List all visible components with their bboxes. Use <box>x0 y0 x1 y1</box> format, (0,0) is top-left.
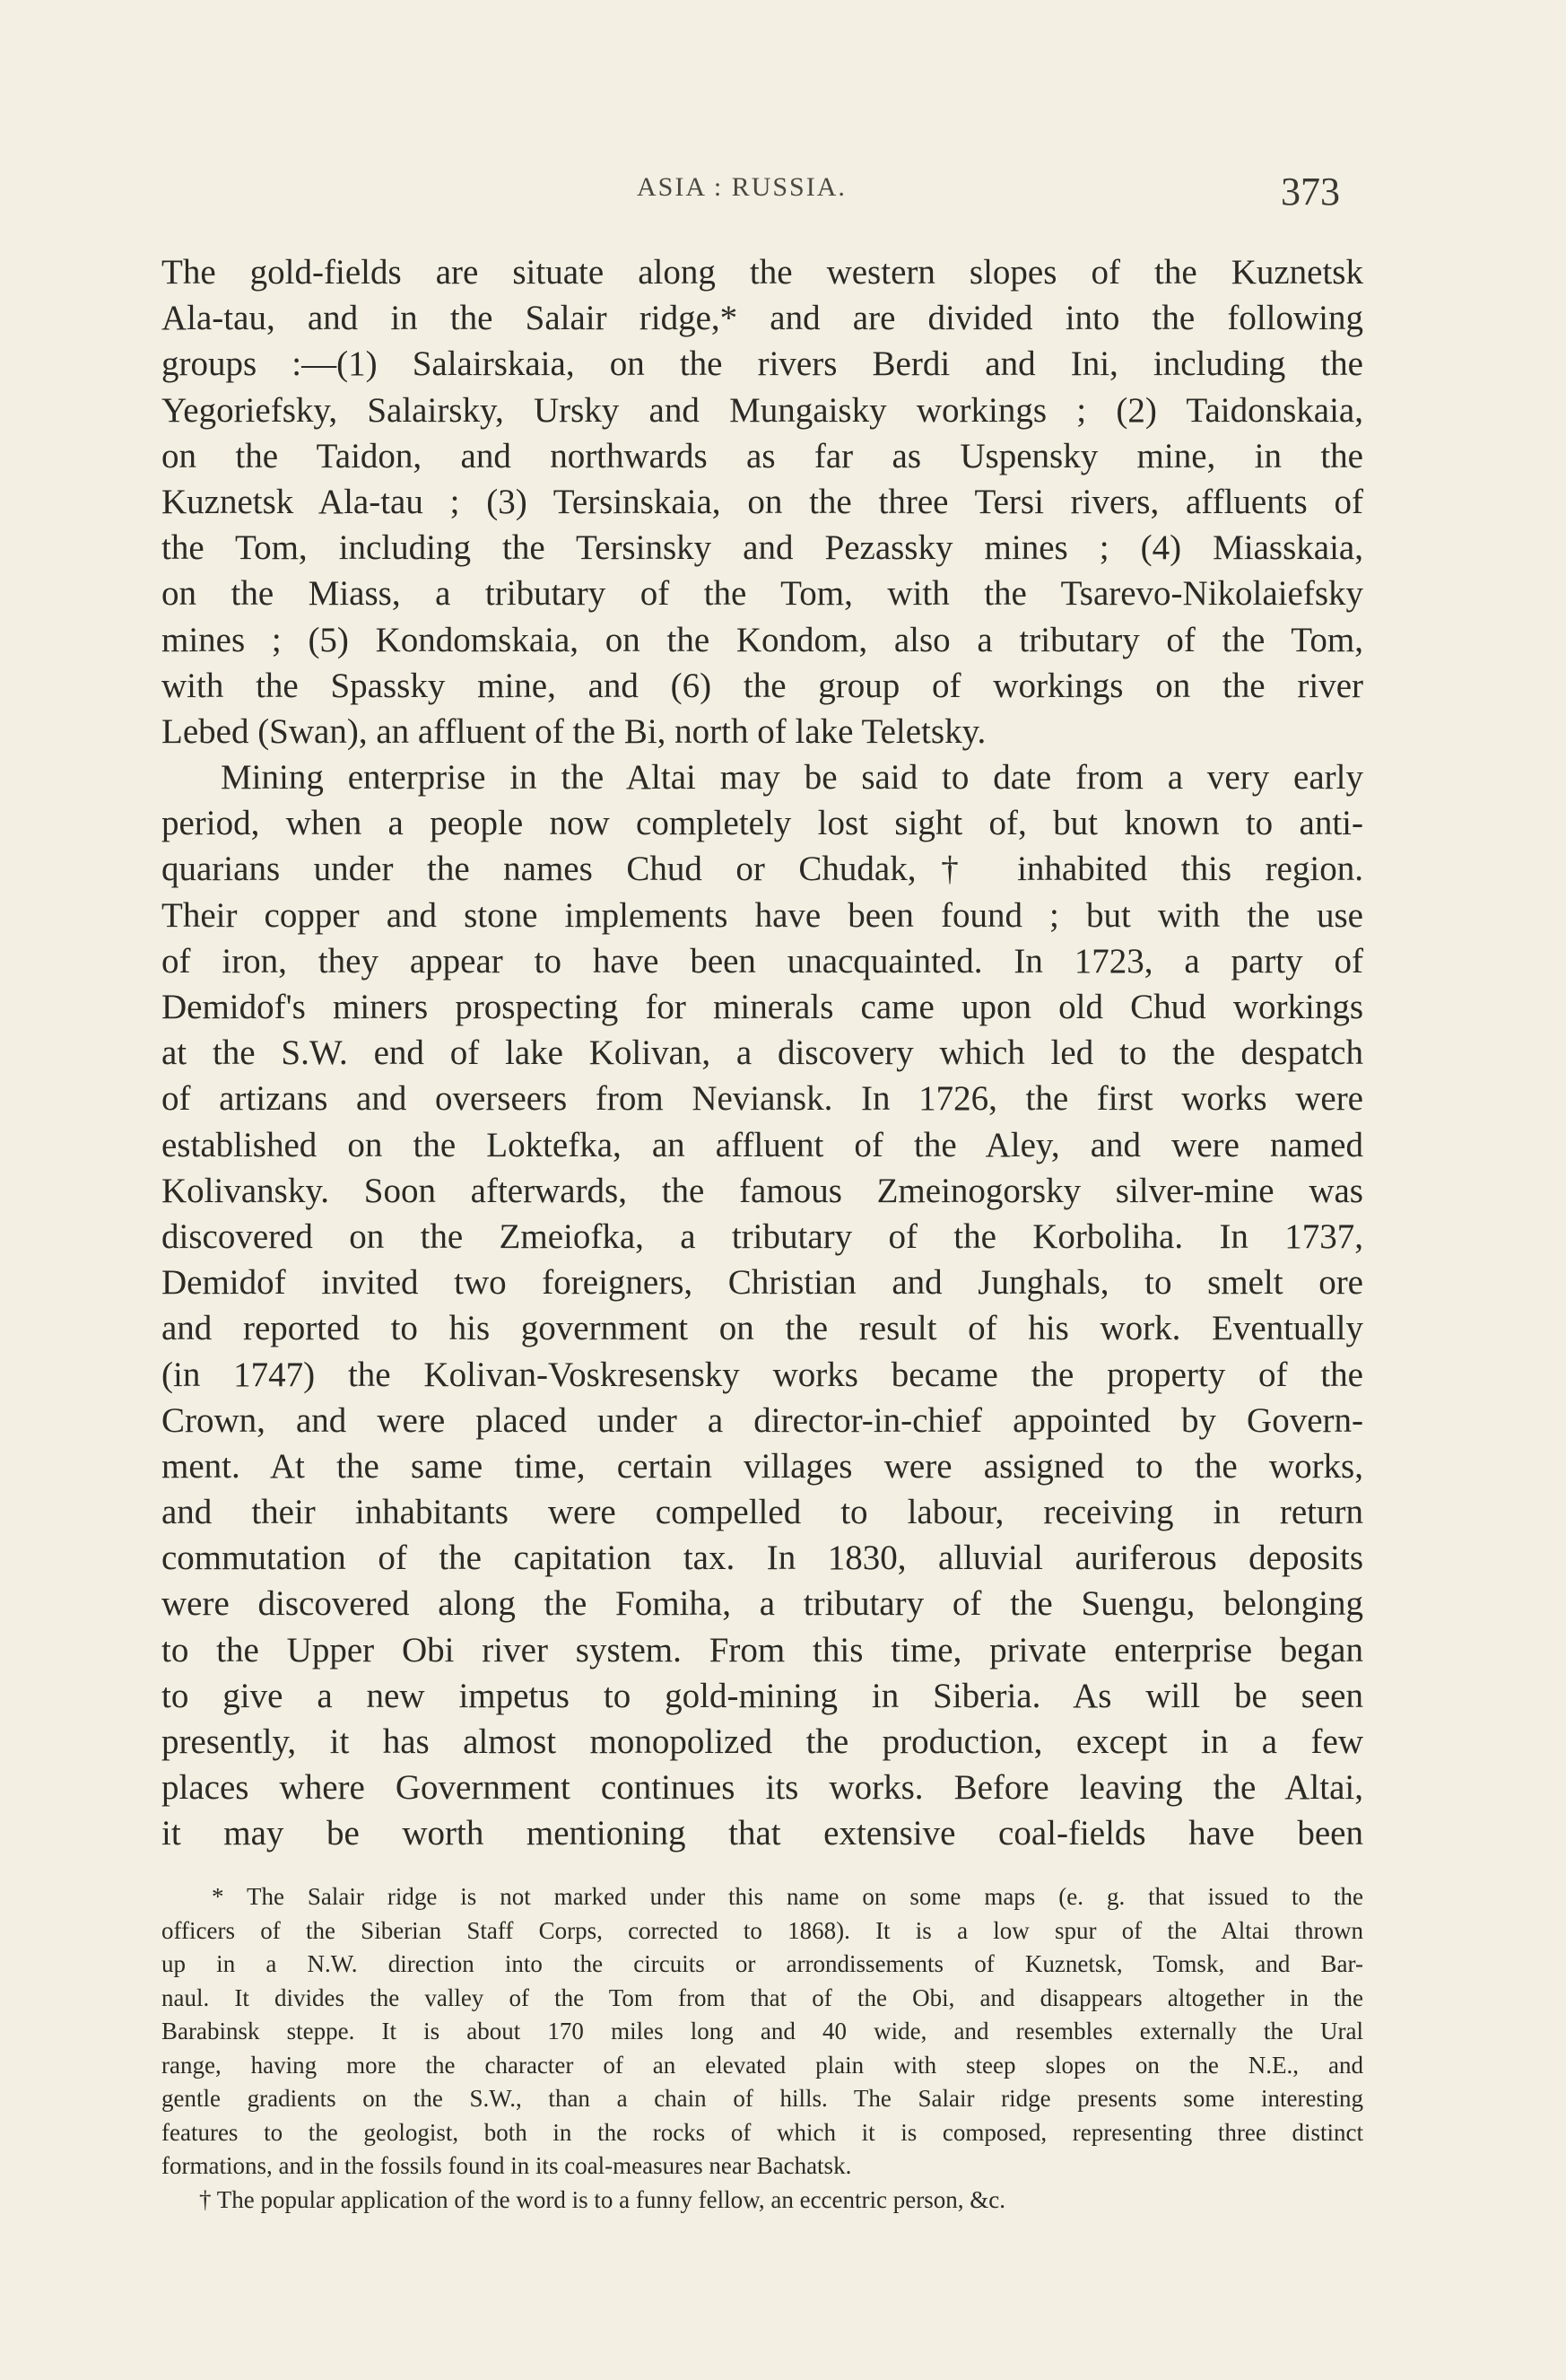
text-line: Their copper and stone implements have been found ; but with the use <box>161 895 1363 935</box>
text-line: quarians under the names Chud or Chudak,† inhabited this region. <box>161 850 1363 889</box>
main-text <box>161 249 1363 1857</box>
text-line: it may be worth mentioning that extensive coal-fields have been <box>161 1814 1363 1853</box>
footnote-line: † The popular application of the word is to a funny fellow, an eccentric person, &c. <box>199 2185 1005 2213</box>
text-line: Demidof invited two foreigners, Christian and Junghals, to smelt ore <box>161 1263 1363 1303</box>
text-line: Kolivansky. Soon afterwards, the famous Zmeinogorsky silver-mine was <box>161 1171 1363 1210</box>
footnote-line: officers of the Siberian Staff Corps, corrected to 1868). It is a low spur of the Altai thrown <box>161 1916 1363 1944</box>
text-line: and reported to his government on the result of his work. Eventually <box>161 1309 1363 1348</box>
text-line: on the Taidon, and northwards as far as Uspensky mine, in the <box>161 436 1363 475</box>
text-line: Demidof's miners prospecting for minerals came upon old Chud workings <box>161 988 1363 1026</box>
footnote-line: formations, and in the fossils found in its coal-measures near Bachatsk. <box>161 2152 852 2179</box>
text-line: ment. At the same time, certain villages were assigned to the works, <box>161 1446 1363 1486</box>
text-line: groups :—(1) Salairskaia, on the rivers Berdi and Ini, including the <box>161 344 1363 384</box>
text-line: commutation of the capitation tax. In 1830, alluvial auriferous deposits <box>161 1539 1363 1578</box>
text-line: at the S.W. end of lake Kolivan, a discovery which led to the despatch <box>161 1033 1363 1073</box>
footnote-line: * The Salair ridge is not marked under this name on some maps (e. g. that issued to the <box>212 1883 1363 1910</box>
text-line: and their inhabitants were compelled to labour, receiving in return <box>161 1493 1363 1532</box>
text-line: were discovered along the Fomiha, a tributary of the Suengu, belonging <box>161 1584 1363 1624</box>
footnote-line: up in a N.W. direction into the circuits or arrondissements of Kuznetsk, Tomsk, and Bar- <box>161 1950 1363 1977</box>
text-line: period, when a people now completely lost sight of, but known to anti- <box>161 804 1363 843</box>
text-line: the Tom, including the Tersinsky and Pezassky mines ; (4) Miasskaia, <box>161 528 1363 568</box>
footnote-line: Barabinsk steppe. It is about 170 miles long and 40 wide, and resembles externally the Ural <box>161 2018 1363 2044</box>
text-line: Yegoriefsky, Salairsky, Ursky and Mungaisky workings ; (2) Taidonskaia, <box>161 390 1363 430</box>
text-line: established on the Loktefka, an affluent of the Aley, and were named <box>161 1125 1363 1164</box>
running-head: ASIA : RUSSIA. <box>637 172 847 202</box>
text-line: mines ; (5) Kondomskaia, on the Kondom, also a tributary of the Tom, <box>161 620 1363 659</box>
text-line: discovered on the Zmeiofka, a tributary of the Korboliha. In 1737, <box>161 1216 1363 1256</box>
text-line: Ala-tau, and in the Salair ridge,* and are divided into the following <box>161 299 1363 338</box>
text-line: Crown, and were placed under a director-in-chief appointed by Govern- <box>161 1400 1363 1440</box>
text-line: with the Spassky mine, and (6) the group of workings on the river <box>161 666 1363 705</box>
footnotes <box>161 1880 1363 2217</box>
text-line: places where Government continues its works. Before leaving the Altai, <box>161 1768 1363 1808</box>
text-line: The gold-fields are situate along the western slopes of the Kuznetsk <box>161 253 1363 292</box>
footnote-line: gentle gradients on the S.W., than a chain of hills. The Salair ridge presents some interesting <box>161 2085 1363 2112</box>
text-line: to the Upper Obi river system. From this time, private enterprise began <box>161 1630 1363 1669</box>
footnote-line: naul. It divides the valley of the Tom from that of the Obi, and disappears altogether in the <box>161 1983 1363 2011</box>
page-number: 373 <box>1281 170 1340 214</box>
footnote-line: range, having more the character of an elevated plain with steep slopes on the N.E., and <box>161 2051 1363 2079</box>
text-line: Kuznetsk Ala-tau ; (3) Tersinskaia, on the three Tersi rivers, affluents of <box>161 482 1363 521</box>
text-line: on the Miass, a tributary of the Tom, with the Tsarevo-Nikolaiefsky <box>161 574 1363 614</box>
text-line: of iron, they appear to have been unacquainted. In 1723, a party of <box>161 941 1363 981</box>
text-line: of artizans and overseers from Neviansk. In 1726, the first works were <box>161 1079 1363 1119</box>
text-line: presently, it has almost monopolized the production, except in a few <box>161 1722 1363 1761</box>
text-line: Lebed (Swan), an affluent of the Bi, north of lake Teletsky. <box>161 711 987 751</box>
text-line: to give a new impetus to gold-mining in Siberia. As will be seen <box>161 1676 1363 1715</box>
text-line: Mining enterprise in the Altai may be said to date from a very early <box>221 758 1363 798</box>
text-line: (in 1747) the Kolivan-Voskresensky works became the property of the <box>161 1355 1363 1394</box>
footnote-line: features to the geologist, both in the rocks of which it is composed, representing three distinct <box>161 2118 1363 2146</box>
